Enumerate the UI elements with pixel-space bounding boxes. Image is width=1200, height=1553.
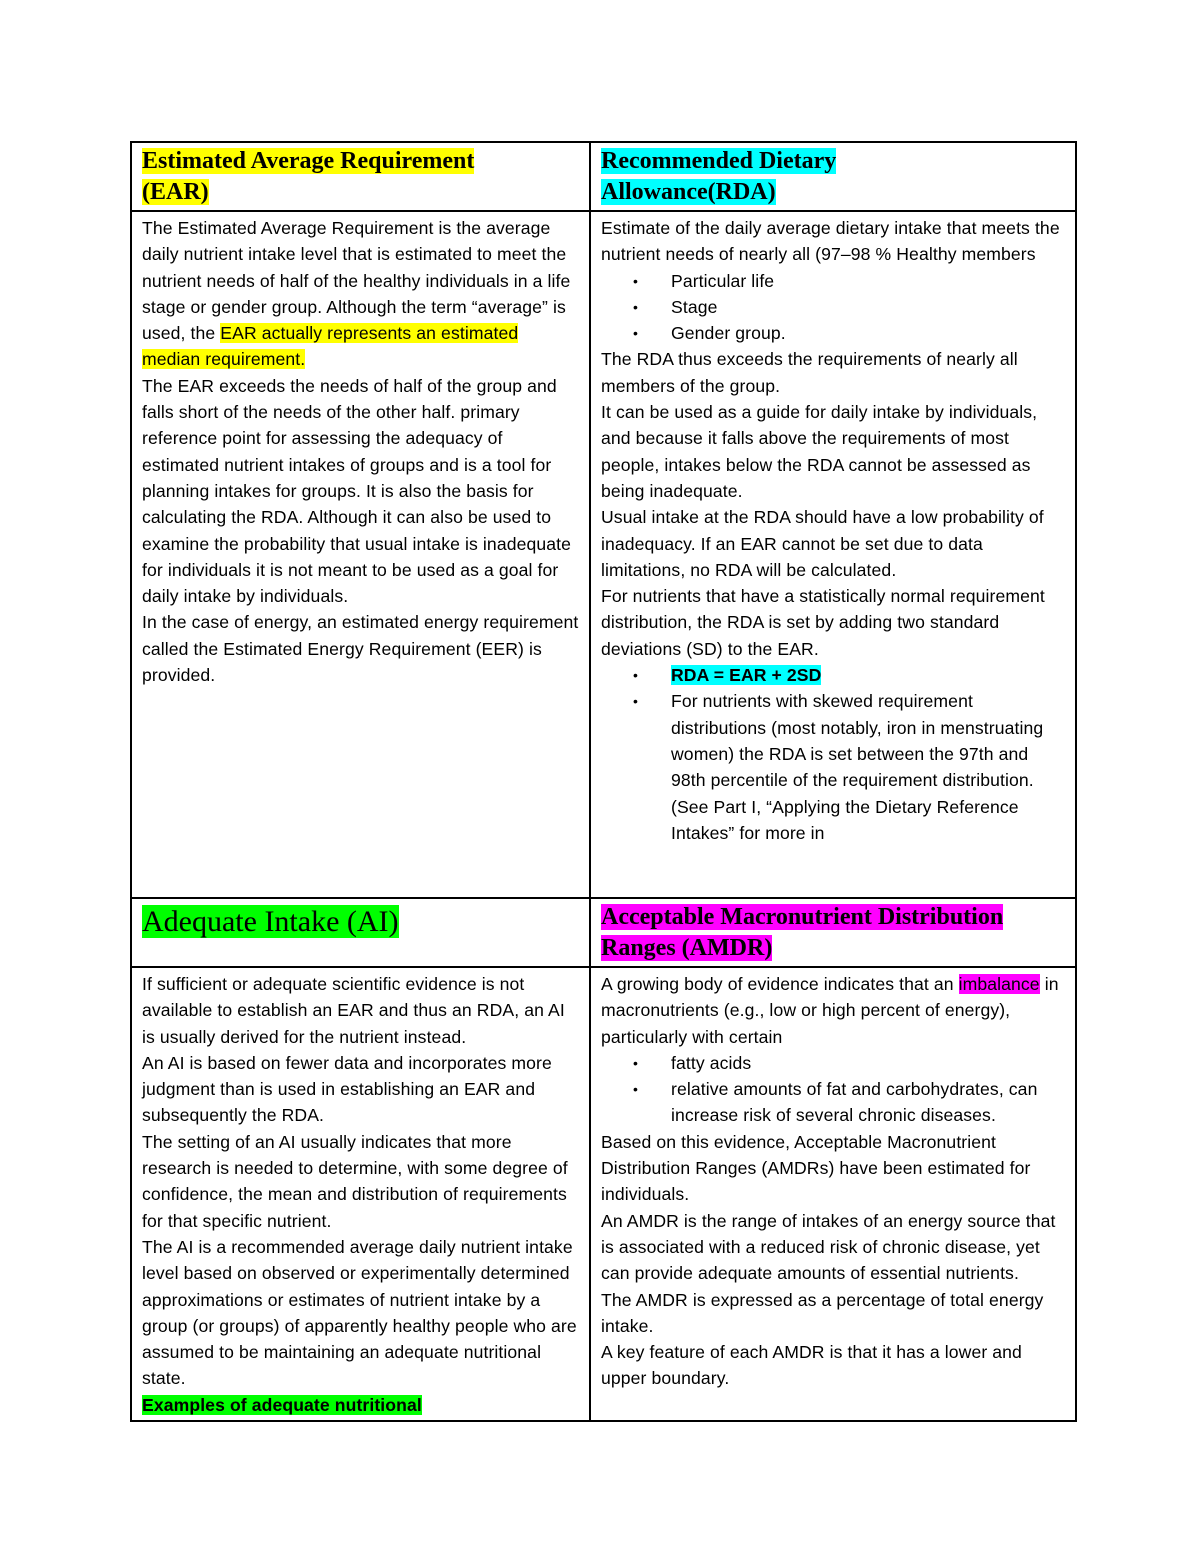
rda-formula: RDA = EAR + 2SD: [671, 665, 822, 686]
imbalance-highlight: imbalance: [958, 974, 1040, 994]
amdr-title-line2: Ranges (AMDR): [601, 935, 773, 961]
list-item: • fatty acids: [601, 1050, 1065, 1076]
ear-paragraph-2: The EAR exceeds the needs of half of the group and falls short of the needs of the other half. primary reference point for assessing the adequacy of estimated nutrient intakes of groups and is a tool for planning intakes for groups. It is also the basis for calculating the RDA. Although it can also be used to examine the probability that usual intake is inadequate for individuals it is not meant to be used as a goal for daily intake by individuals.: [142, 375, 572, 607]
rda-title: [601, 146, 1065, 208]
rda-bullet-list: [601, 268, 1065, 347]
rda-title-line2: Allowance(RDA): [601, 179, 776, 205]
amdr-paragraph-4: The AMDR is expressed as a percentage of total energy intake.: [601, 1289, 1044, 1336]
ear-title: [142, 146, 579, 208]
rda-paragraph-4: Usual intake at the RDA should have a low probability of inadequacy. If an EAR cannot be set due to data limitations, no RDA will be calculated.: [601, 507, 1044, 580]
rda-paragraph-2: The RDA thus exceeds the requirements of nearly all members of the group.: [601, 349, 1018, 396]
bullet-icon: •: [633, 325, 639, 342]
ai-body-cell: [131, 967, 590, 1421]
ai-paragraph-1: If sufficient or adequate scientific evidence is not available to establish an EAR and thus an RDA, an AI is usually derived for the nutrient instead.: [142, 974, 565, 1047]
list-item: • Gender group.: [601, 320, 1065, 346]
amdr-bullet-list: [601, 1050, 1065, 1129]
amdr-paragraph-5: A key feature of each AMDR is that it has a lower and upper boundary.: [601, 1342, 1022, 1389]
ai-title: [142, 902, 579, 942]
ear-body-cell: [131, 211, 590, 898]
list-item: • relative amounts of fat and carbohydrates, can increase risk of several chronic diseases.: [601, 1076, 1065, 1129]
table-row: [131, 142, 1076, 211]
rda-paragraph-5: For nutrients that have a statistically normal requirement distribution, the RDA is set by adding two standard deviations (SD) to the EAR.: [601, 586, 1045, 659]
ai-title-text: Adequate Intake (AI): [142, 905, 399, 938]
rda-title-line1: Recommended Dietary: [601, 148, 837, 174]
bullet-icon: •: [633, 667, 639, 684]
rda-paragraph-3: It can be used as a guide for daily intake by individuals, and because it falls above the requirements of most people, intakes below the RDA cannot be assessed as being inadequate.: [601, 402, 1038, 501]
dri-table: [130, 141, 1077, 1422]
ai-paragraph-4: The AI is a recommended average daily nutrient intake level based on observed or experimentally determined approximations or estimates of nutrient intake by a group (or groups) of apparently healthy people who are assumed to be maintaining an adequate nutritional state.: [142, 1236, 577, 1389]
ear-paragraph-3: In the case of energy, an estimated energy requirement called the Estimated Energy Requirement (EER) is provided.: [142, 612, 579, 686]
ear-median-highlight: EAR actually represents an estimated median requirement.: [142, 323, 519, 370]
ear-title-line1: Estimated Average Requirement: [142, 148, 475, 174]
bullet-icon: •: [633, 272, 639, 289]
bullet-icon: •: [633, 1081, 639, 1098]
ai-examples-highlight: Examples of adequate nutritional: [142, 1394, 422, 1415]
table-row: [131, 898, 1076, 967]
amdr-header-cell: [590, 898, 1076, 967]
rda-header-cell: [590, 142, 1076, 211]
amdr-body-cell: [590, 967, 1076, 1421]
list-item: • Stage: [601, 294, 1065, 320]
amdr-title: [601, 902, 1065, 964]
table-row: [131, 211, 1076, 898]
amdr-paragraph-3: An AMDR is the range of intakes of an energy source that is associated with a reduced risk of chronic disease, yet can provide adequate amounts of essential nutrients.: [601, 1210, 1056, 1284]
list-item: [601, 662, 1065, 688]
bullet-icon: •: [633, 1054, 639, 1071]
ear-paragraph-1: [142, 215, 579, 373]
rda-formula-list: [601, 662, 1065, 846]
bullet-icon: •: [633, 298, 639, 315]
ear-title-line2: (EAR): [142, 179, 209, 205]
ear-paragraph-1-text: The Estimated Average Requirement is the average daily nutrient intake level that is estimated to meet the nutrient needs of half of the healthy individuals in a life stage or gender group. Although the term “average” is used, the: [142, 218, 571, 344]
ai-header-cell: [131, 898, 590, 967]
list-item: • Particular life: [601, 268, 1065, 294]
amdr-paragraph-1: A growing body of evidence indicates that an imbalance in macronutrients (e.g., low or high percent of energy), particularly with certain: [601, 974, 1059, 1047]
rda-paragraph-1: Estimate of the daily average dietary intake that meets the nutrient needs of nearly all (97–98 % Healthy members: [601, 218, 1060, 265]
ai-paragraph-5: [142, 1392, 579, 1418]
ai-paragraph-2: An AI is based on fewer data and incorporates more judgment than is used in establishing an EAR and subsequently the RDA.: [142, 1052, 552, 1126]
amdr-title-line1: Acceptable Macronutrient Distribution: [601, 904, 1004, 930]
rda-body-cell: [590, 211, 1076, 898]
rda-skewed-text: For nutrients with skewed requirement distributions (most notably, iron in menstruating women) the RDA is set between the 97th and 98th percentile of the requirement distribution. (See Part I, “Applying the Dietary Reference Intakes” for more in: [671, 691, 1044, 843]
ai-paragraph-3: The setting of an AI usually indicates that more research is needed to determine, with some degree of confidence, the mean and distribution of requirements for that specific nutrient.: [142, 1131, 568, 1231]
amdr-paragraph-2: Based on this evidence, Acceptable Macronutrient Distribution Ranges (AMDRs) have been estimated for individuals.: [601, 1131, 1031, 1205]
table-row: [131, 967, 1076, 1421]
bullet-icon: •: [633, 693, 639, 710]
ear-header-cell: [131, 142, 590, 211]
list-item: [601, 688, 1065, 846]
